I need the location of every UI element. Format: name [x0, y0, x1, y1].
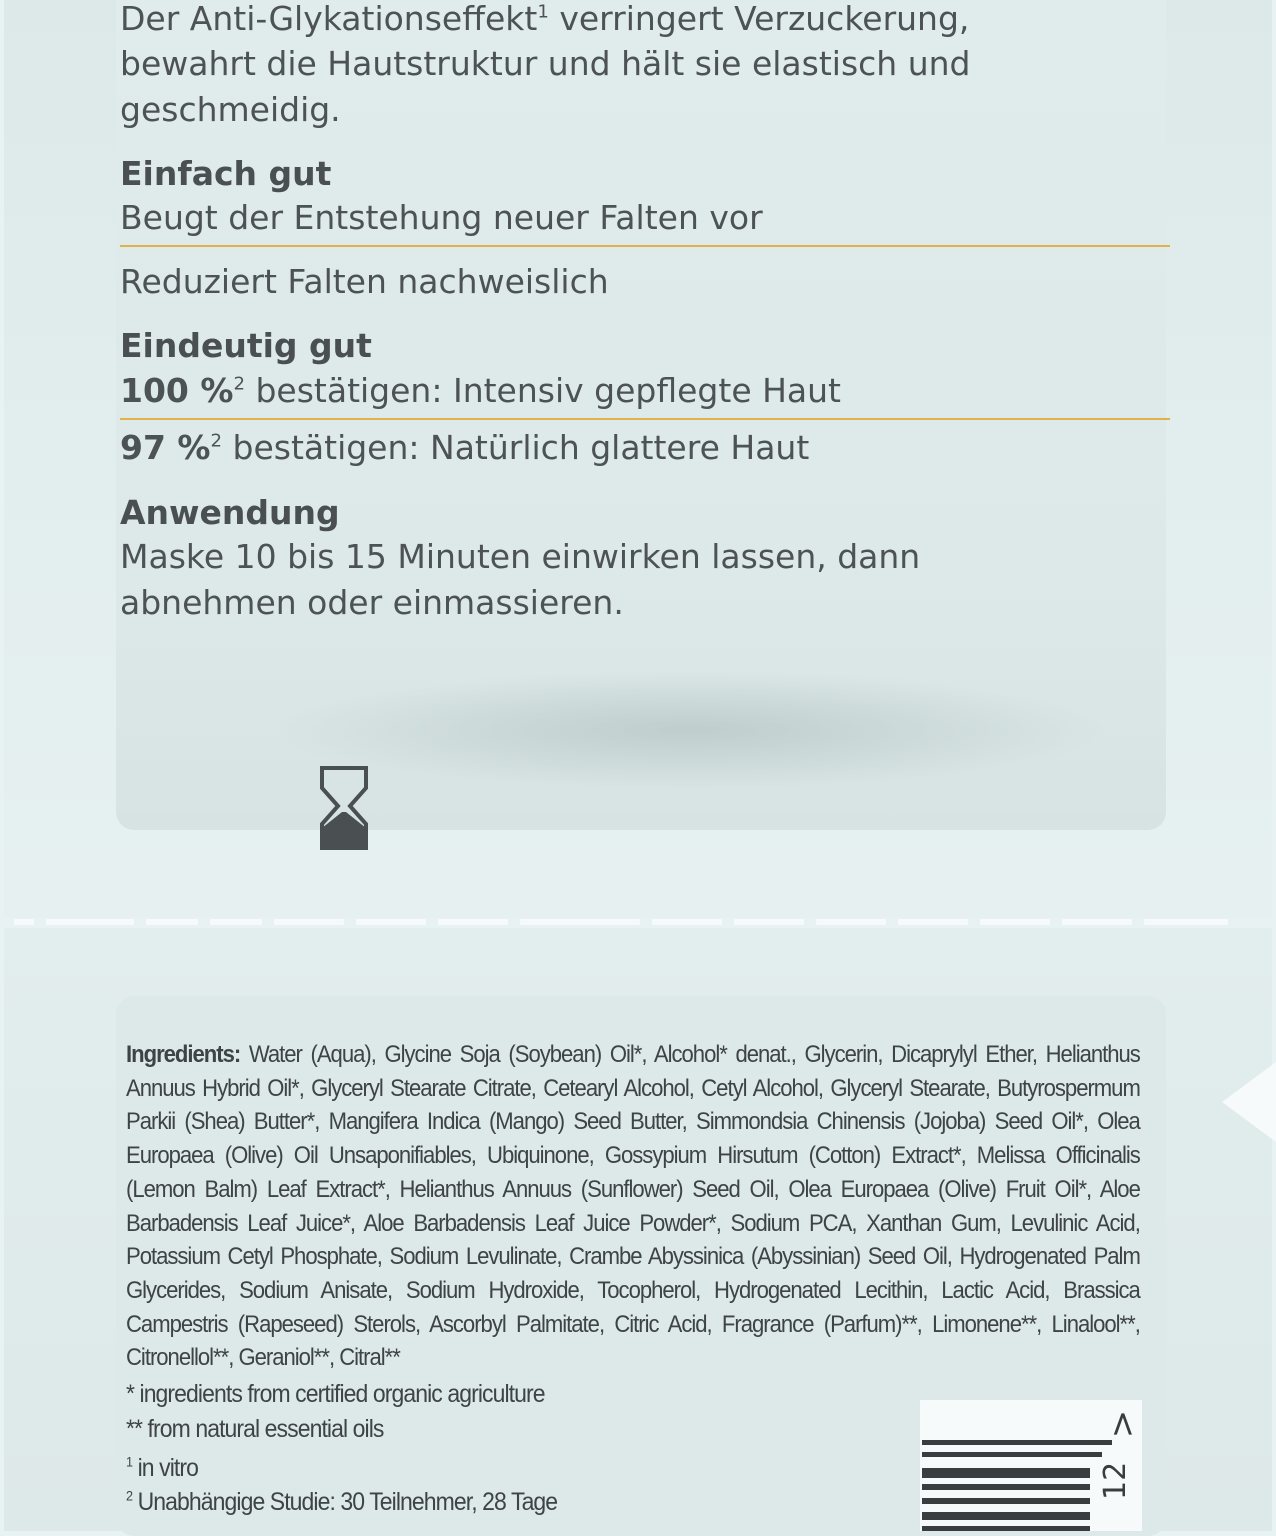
footnote-essential-oils: ** from natural essential oils	[126, 1415, 384, 1443]
barcode-digits: 12	[1098, 1461, 1133, 1500]
claim-reduce-wrinkles: Reduziert Falten nachweislich	[120, 262, 609, 301]
ingredients-list: Ingredients: Water (Aqua), Glycine Soja (Soybean) Oil*, Alcohol* denat., Glycerin, Dicaprylyl Ether, Helianthus Annuus Hybrid Oil*, Glyceryl Stearate Citrate, Cetearyl Alcohol, Cetyl Alcohol, Glyceryl Stearate, Butyrospermum Parkii (Shea) Butter*, Mangifera Indica (Mango) Seed Butter, Simmondsia Chinensis (Jojoba) Seed Oil*, Olea Europaea (Olive) Oil Unsaponifiables, Ubiquinone, Gossypium Hirsutum (Cotton) Extract*, Melissa Officinalis (Lemon Balm) Leaf Extract*, Helianthus Annuus (Sunflower) Seed Oil, Olea Europaea (Olive) Fruit Oil*, Aloe Barbadensis Leaf Juice*, Aloe Barbadensis Leaf Juice Powder*, Sodium PCA, Xanthan Gum, Levulinic Acid, Potassium Cetyl Phosphate, Sodium Levulinate, Crambe Abyssinica (Abyssinian) Seed Oil, Hydrogenated Palm Glycerides, Sodium Anisate, Sodium Hydroxide, Tocopherol, Hydrogenated Lecithin, Lactic Acid, Brassica Campestris (Rapeseed) Sterols, Ascorbyl Palmitate, Citric Acid, Fragrance (Parfum)**, Limonene**, Linalool**, Citronellol**, Geraniol**, Citral**	[126, 1041, 1140, 1372]
claim-prevent-wrinkles: Beugt der Entstehung neuer Falten vor	[120, 198, 763, 237]
perforation-line	[0, 919, 1276, 928]
barcode-arrow: >	[1102, 1409, 1143, 1439]
embossed-shadow	[270, 670, 1110, 790]
divider-rule	[120, 418, 1170, 420]
footnote-study: $^2$ Unabhängige Studie: 30 Teilnehmer, 28 Tage	[126, 1488, 558, 1516]
usage-line-1: Maske 10 bis 15 Minuten einwirken lassen, dann	[120, 537, 921, 576]
heading-anwendung: Anwendung	[120, 493, 340, 532]
tear-notch	[1222, 1062, 1276, 1142]
intro-text-line-3: geschmeidig.	[120, 90, 341, 129]
usage-line-2: abnehmen oder einmassieren.	[120, 583, 624, 622]
footnote-organic: * ingredients from certified organic agriculture	[126, 1380, 545, 1408]
footnote-in-vitro: $^1$ in vitro	[126, 1454, 198, 1482]
heading-einfach-gut: Einfach gut	[120, 154, 332, 193]
claim-97-percent: 97 %$^2$ bestätigen: Natürlich glattere Haut	[120, 428, 810, 467]
hourglass-icon	[320, 766, 368, 850]
intro-text-line-1: Der Anti-Glykationseffekt$^1$ verringert Verzuckerung,	[120, 0, 970, 38]
intro-text-line-2: bewahrt die Hautstruktur und hält sie elastisch und	[120, 44, 971, 83]
heading-eindeutig-gut: Eindeutig gut	[120, 326, 372, 365]
claim-100-percent: 100 %$^2$ bestätigen: Intensiv gepflegte Haut	[120, 371, 841, 410]
divider-rule	[120, 245, 1170, 247]
